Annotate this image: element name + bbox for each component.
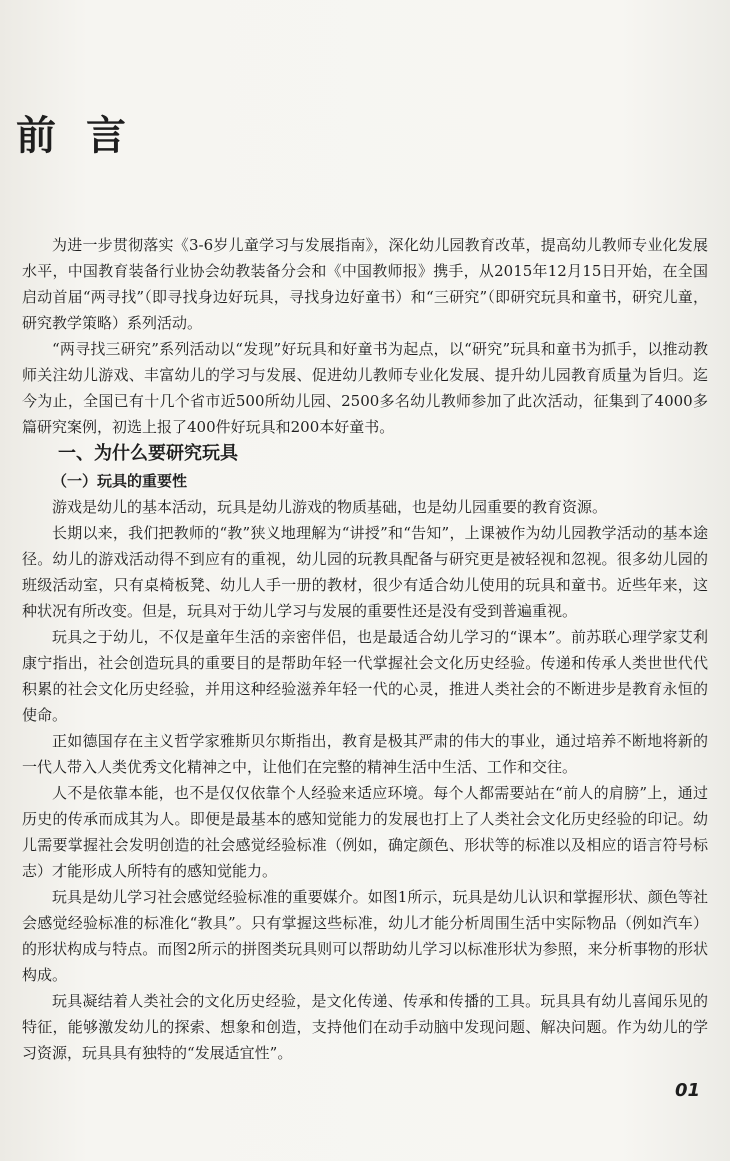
- body-paragraph: 玩具凝结着人类社会的文化历史经验，是文化传递、传承和传播的工具。玩具具有幼儿喜闻乐见的特征，能够激发幼儿的探索、想象和创造，支持他们在动手动脑中发现问题、解决问题。作为幼儿的学习资源，玩具具有独特的“发展适宜性”。: [22, 992, 708, 1062]
- subsection-heading: （一）玩具的重要性: [52, 472, 188, 490]
- intro-paragraph: “两寻找三研究”系列活动以“发现”好玩具和好童书为起点，以“研究”玩具和童书为抓手，以推动教师关注幼儿游戏、丰富幼儿的学习与发展、促进幼儿教师专业化发展、提升幼儿园教育质量为旨归。迄今为止，全国已有十几个省市近500所幼儿园、2500多名幼儿教师参加了此次活动，征集到了4000多篇研究案例，初选上报了400件好玩具和200本好童书。: [22, 340, 708, 436]
- body-paragraph: 游戏是幼儿的基本活动，玩具是幼儿游戏的物质基础，也是幼儿园重要的教育资源。: [52, 498, 608, 516]
- body-text: [22, 232, 708, 1066]
- page-number: 01: [674, 1080, 700, 1101]
- body-paragraph: 玩具之于幼儿，不仅是童年生活的亲密伴侣，也是最适合幼儿学习的“课本”。前苏联心理学家艾利康宁指出，社会创造玩具的重要目的是帮助年轻一代掌握社会文化历史经验。传递和传承人类世世代代积累的社会文化历史经验，并用这种经验滋养年轻一代的心灵，推进人类社会的不断进步是教育永恒的使命。: [22, 628, 708, 724]
- body-paragraph: 长期以来，我们把教师的“教”狭义地理解为“讲授”和“告知”，上课被作为幼儿园教学活动的基本途径。幼儿的游戏活动得不到应有的重视，幼儿园的玩教具配备与研究更是被轻视和忽视。很多幼儿园的班级活动室，只有桌椅板凳、幼儿人手一册的教材，很少有适合幼儿使用的玩具和童书。近些年来，这种状况有所改变。但是，玩具对于幼儿学习与发展的重要性还是没有受到普遍重视。: [22, 524, 708, 620]
- page-title: 前言: [16, 112, 156, 159]
- body-paragraph: 正如德国存在主义哲学家雅斯贝尔斯指出，教育是极其严肃的伟大的事业，通过培养不断地将新的一代人带入人类优秀文化精神之中，让他们在完整的精神生活中生活、工作和交往。: [22, 732, 708, 776]
- section-heading: 一、为什么要研究玩具: [58, 443, 238, 464]
- body-paragraph: 玩具是幼儿学习社会感觉经验标准的重要媒介。如图1所示，玩具是幼儿认识和掌握形状、颜色等社会感觉经验标准的标准化“教具”。只有掌握这些标准，幼儿才能分析周围生活中实际物品（例如汽车）的形状构成与特点。而图2所示的拼图类玩具则可以帮助幼儿学习以标准形状为参照，来分析事物的形状构成。: [22, 888, 708, 984]
- body-paragraph: 人不是依靠本能，也不是仅仅依靠个人经验来适应环境。每个人都需要站在“前人的肩膀”上，通过历史的传承而成其为人。即便是最基本的感知觉能力的发展也打上了人类社会文化历史经验的印记。幼儿需要掌握社会发明创造的社会感觉经验标准（例如，确定颜色、形状等的标准以及相应的语言符号标志）才能形成人所特有的感知觉能力。: [22, 784, 708, 880]
- intro-paragraph: 为进一步贯彻落实《3-6岁儿童学习与发展指南》，深化幼儿园教育改革，提高幼儿教师专业化发展水平，中国教育装备行业协会幼教装备分会和《中国教师报》携手，从2015年12月15日开始，在全国启动首届“两寻找”（即寻找身边好玩具，寻找身边好童书）和“三研究”（即研究玩具和童书，研究儿童，研究教学策略）系列活动。: [22, 236, 708, 332]
